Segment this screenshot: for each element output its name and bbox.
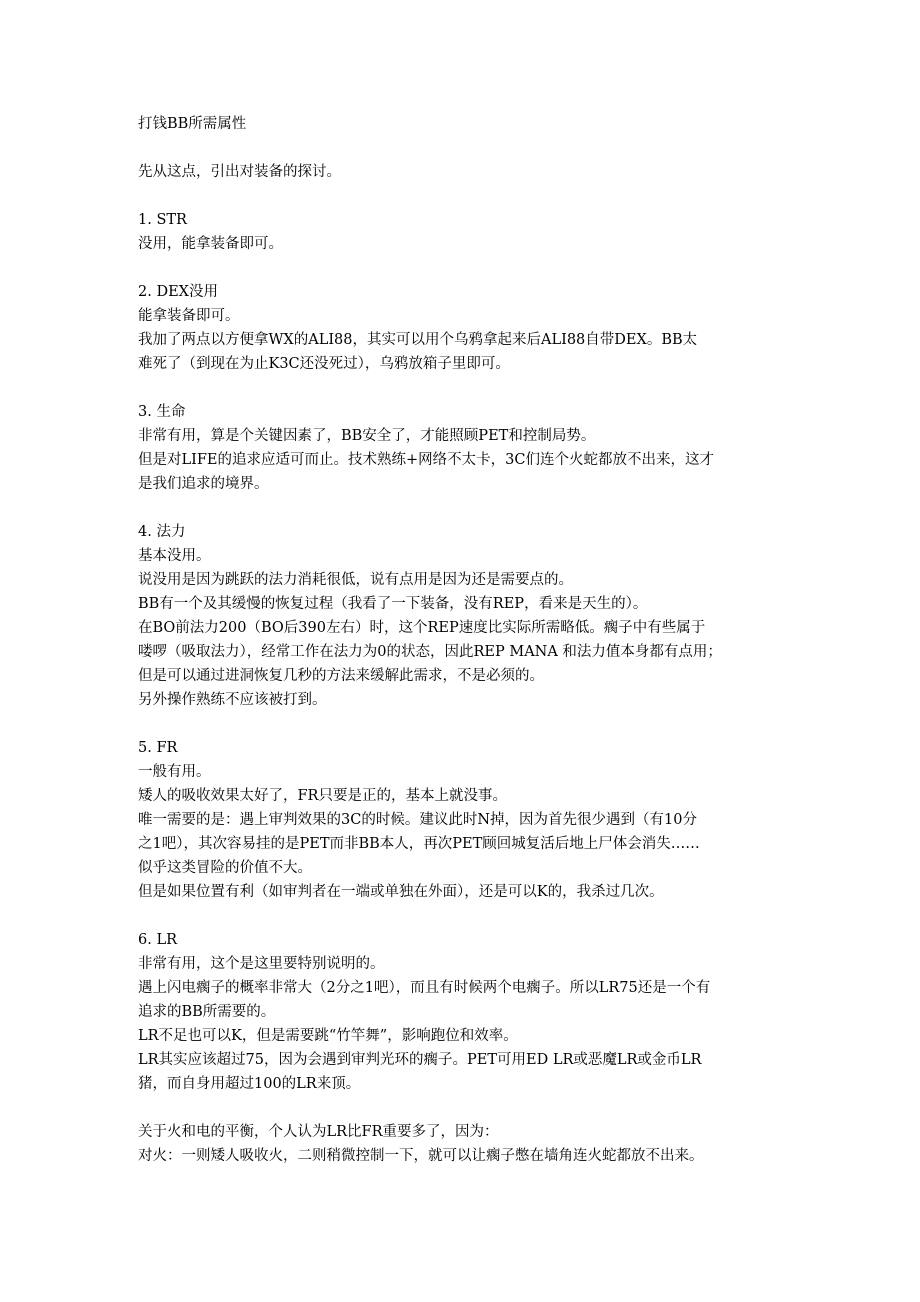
section-line: 我加了两点以方便拿WX的ALI88，其实可以用个乌鸦拿起来后ALI88自带DEX。BB太 <box>138 332 698 348</box>
spacer <box>138 256 788 280</box>
section-line: 在BO前法力200（BO后390左右）时，这个REP速度比实际所需略低。瘸子中有些属于 <box>138 620 706 636</box>
intro-paragraph: 先从这点，引出对装备的探讨。 <box>138 164 341 180</box>
spacer <box>138 712 788 736</box>
section-line: 喽啰（吸取法力），经常工作在法力为0的状态，因此REP MANA 和法力值本身都有点用； <box>138 644 722 660</box>
section-heading: 1. STR <box>138 212 187 228</box>
section-line: 似乎这类冒险的价值不大。 <box>138 860 312 876</box>
section-1 <box>138 208 788 256</box>
section-heading: 6. LR <box>138 932 177 948</box>
section-line: 非常有用，这个是这里要特别说明的。 <box>138 956 385 972</box>
spacer <box>138 136 788 160</box>
section-line: 能拿装备即可。 <box>138 308 240 324</box>
closing-line: 关于火和电的平衡，个人认为LR比FR重要多了，因为： <box>138 1124 499 1140</box>
section-heading: 5. FR <box>138 740 178 756</box>
section-5 <box>138 736 788 904</box>
section-line: 另外操作熟练不应该被打到。 <box>138 692 327 708</box>
section-line: 基本没用。 <box>138 548 211 564</box>
spacer <box>138 1096 788 1120</box>
section-6 <box>138 928 788 1096</box>
document-title: 打钱BB所需属性 <box>138 116 247 132</box>
spacer <box>138 904 788 928</box>
section-line: 矮人的吸收效果太好了，FR只要是正的，基本上就没事。 <box>138 788 507 804</box>
section-line: BB有一个及其缓慢的恢复过程（我看了一下装备，没有REP，看来是天生的）。 <box>138 596 648 612</box>
closing-paragraph <box>138 1120 788 1168</box>
section-line: 唯一需要的是：遇上审判效果的3C的时候。建议此时N掉，因为首先很少遇到（有10分 <box>138 812 697 828</box>
closing-line: 对火：一则矮人吸收火，二则稍微控制一下，就可以让瘸子憋在墙角连火蛇都放不出来。 <box>138 1148 704 1164</box>
section-4 <box>138 520 788 712</box>
section-line: 没用，能拿装备即可。 <box>138 236 283 252</box>
sections-container <box>138 184 788 1096</box>
section-line: LR不足也可以K，但是需要跳“竹竿舞”，影响跑位和效率。 <box>138 1028 518 1044</box>
section-line: 但是对LIFE的追求应适可而止。技术熟练+网络不太卡，3C们连个火蛇都放不出来，这才 <box>138 452 714 468</box>
section-line: 非常有用，算是个关键因素了，BB安全了，才能照顾PET和控制局势。 <box>138 428 596 444</box>
section-line: 难死了（到现在为止K3C还没死过），乌鸦放箱子里即可。 <box>138 356 510 372</box>
document-page <box>138 112 788 1168</box>
section-line: 说没用是因为跳跃的法力消耗很低，说有点用是因为还是需要点的。 <box>138 572 573 588</box>
section-heading: 2. DEX没用 <box>138 284 218 300</box>
section-2 <box>138 280 788 376</box>
section-line: 遇上闪电瘸子的概率非常大（2分之1吧），而且有时候两个电瘸子。所以LR75还是一个有 <box>138 980 711 996</box>
section-heading: 3. 生命 <box>138 404 186 420</box>
section-line: 是我们追求的境界。 <box>138 476 269 492</box>
section-line: 但是如果位置有利（如审判者在一端或单独在外面），还是可以K的，我杀过几次。 <box>138 884 664 900</box>
section-line: 之1吧），其次容易挂的是PET而非BB本人，再次PET顾回城复活后地上尸体会消失…… <box>138 836 700 852</box>
section-line: 一般有用。 <box>138 764 211 780</box>
spacer <box>138 496 788 520</box>
section-heading: 4. 法力 <box>138 524 186 540</box>
section-line: 猪，而自身用超过100的LR来顶。 <box>138 1076 361 1092</box>
spacer <box>138 184 788 208</box>
section-3 <box>138 400 788 496</box>
section-line: 但是可以通过进洞恢复几秒的方法来缓解此需求，不是必须的。 <box>138 668 544 684</box>
section-line: 追求的BB所需要的。 <box>138 1004 276 1020</box>
section-line: LR其实应该超过75，因为会遇到审判光环的瘸子。PET可用ED LR或恶魔LR或金币LR <box>138 1052 702 1068</box>
spacer <box>138 376 788 400</box>
